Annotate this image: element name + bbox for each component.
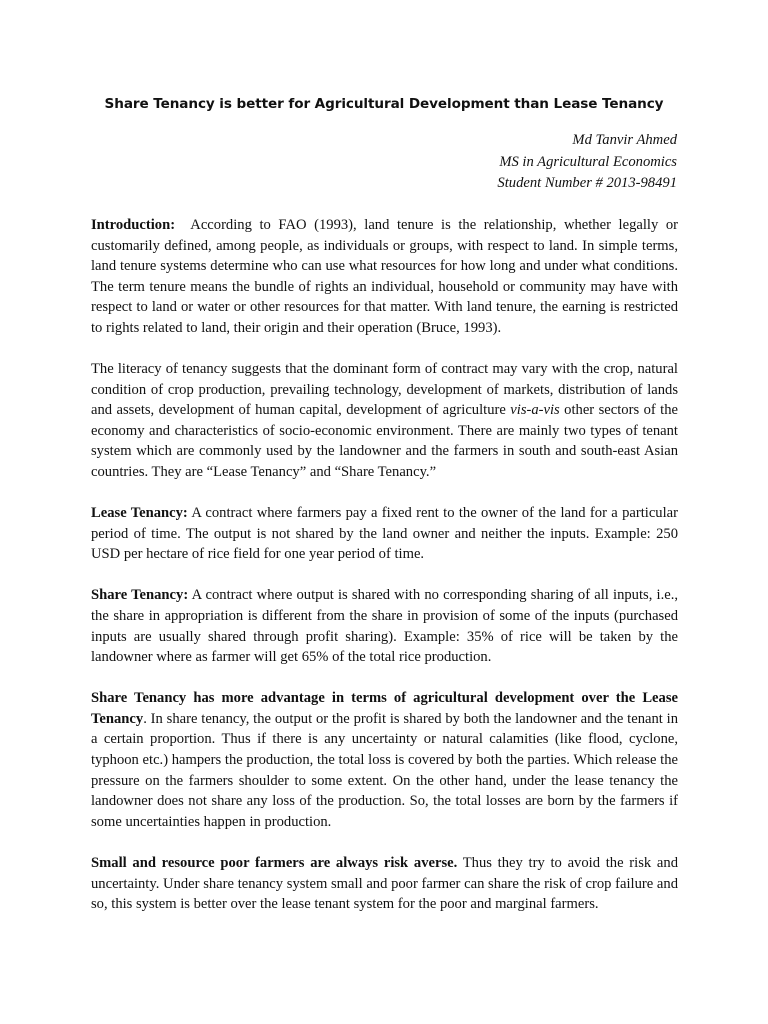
literacy-text-before: The literacy of tenancy suggests that the dominant form of contract may vary with the crop, natural condition of crop production, prevailing technology, development of markets, distribution of lands and assets, development of human capital, development of agriculture <box>91 361 678 419</box>
author-degree: MS in Agricultural Economics <box>499 153 677 170</box>
advantage-text: . In share tenancy, the output or the profit is shared by both the landowner and the tenant in a certain proportion. Thus if there is any uncertainty or natural calamities (like flood, cyclone, typhoon etc.) hampers the production, the total loss is covered by both the parties. Which release the pressure on the farmers shoulder to some extent. On the other hand, under the lease tenancy the landowner does not share any loss of the production. So, the total losses are born by the farmers if some uncertainties happen in production. <box>91 710 678 830</box>
advantage-lead: Share Tenancy has more advantage in terms of agricultural development over the Lease Tenancy <box>91 690 678 727</box>
literacy-italic: vis-a-vis <box>510 402 560 419</box>
literacy-paragraph <box>91 359 678 483</box>
document-title: Share Tenancy is better for Agricultural Development than Lease Tenancy <box>104 96 664 112</box>
author-student-number: Student Number # 2013-98491 <box>497 175 677 191</box>
advantage-paragraph <box>91 688 678 832</box>
lease-tenancy-paragraph <box>91 503 678 565</box>
author-name: Md Tanvir Ahmed <box>572 132 677 148</box>
author-block <box>497 130 677 195</box>
lease-lead: Lease Tenancy: <box>91 505 188 522</box>
intro-lead: Introduction: <box>91 217 176 233</box>
small-farmers-paragraph <box>91 853 678 915</box>
share-lead: Share Tenancy: <box>91 587 189 604</box>
literacy-text-after: other sectors of the economy and characteristics of socio-economic environment. There are mainly two types of tenant system which are commonly used by the landowner and the farmers in south and south-east Asian countries. They are “Lease Tenancy” and “Share Tenancy.” <box>91 402 678 481</box>
document-body <box>91 215 678 915</box>
small-farmers-lead: Small and resource poor farmers are always risk averse. <box>91 854 458 871</box>
small-farmers-text: Thus they try to avoid the risk and uncertainty. Under share tenancy system small and poor farmer can share the risk of crop failure and so, this system is better over the lease tenant system for the poor and marginal farmers. <box>91 854 679 913</box>
share-text: A contract where output is shared with no corresponding sharing of all inputs, i.e., the share in appropriation is different from the share in provision of some of the inputs (purchased inputs are usually shared through profit sharing). Example: 35% of rice will be taken by the landowner where as farmer will get 65% of the total rice production. <box>91 587 679 666</box>
intro-paragraph <box>91 215 678 339</box>
intro-text: According to FAO (1993), land tenure is the relationship, whether legally or customarily defined, among people, as individuals or groups, with respect to land. In simple terms, land tenure systems determine who can use what resources for how long and under what conditions. The term tenure means the bundle of rights an individual, household or community may have with respect to land or water or other resources for that matter. With land tenure, the earning is restricted to rights related to land, their origin and their operation (Bruce, 1993). <box>91 217 679 336</box>
share-tenancy-paragraph <box>91 585 678 667</box>
lease-text: A contract where farmers pay a fixed rent to the owner of the land for a particular period of time. The output is not shared by the land owner and neither the inputs. Example: 250 USD per hectare of rice field for one year period of time. <box>91 505 678 563</box>
